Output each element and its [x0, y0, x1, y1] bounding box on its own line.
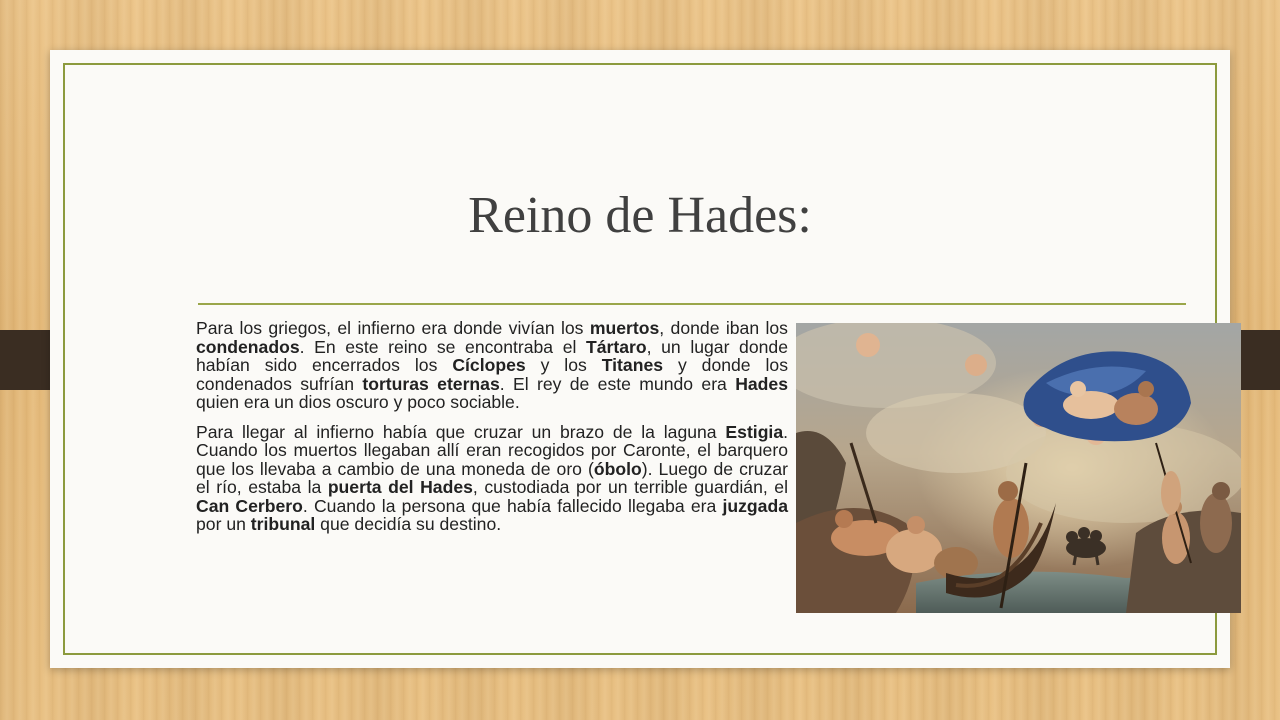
emphasized-term: Tártaro	[586, 336, 647, 357]
text-run: que decidía su destino.	[315, 514, 502, 534]
emphasized-term: puerta del Hades	[327, 477, 473, 497]
slide-body-text	[196, 319, 788, 545]
text-run: Para los griegos, el infierno era donde vivían los	[196, 318, 590, 338]
text-run: Para llegar al infierno había que cruzar un brazo de la laguna	[196, 421, 726, 442]
text-run: , donde iban los	[659, 318, 788, 338]
emphasized-term: torturas eternas	[362, 373, 500, 394]
emphasized-term: Hades	[735, 373, 788, 394]
text-run: . Cuando los muertos llegaban allí eran recogidos por Caronte, el barquero que los llevaba a cambio de una moneda de oro (	[196, 421, 788, 479]
text-run: por un	[196, 514, 251, 534]
hades-painting-image	[796, 323, 1241, 613]
title-underline	[198, 303, 1186, 305]
emphasized-term: condenados	[196, 336, 300, 357]
painting-illustration	[796, 323, 1241, 613]
paragraph-1	[196, 319, 788, 412]
text-run: , un lugar donde habían sido encerrados los	[196, 336, 788, 375]
emphasized-term: Estigia	[725, 421, 784, 442]
text-run: . Cuando la persona que había fallecido llegaba era	[302, 495, 723, 516]
text-run: ). Luego de cruzar el río, estaba la	[196, 458, 788, 497]
emphasized-term: Can Cerbero	[196, 495, 303, 516]
emphasized-term: Cíclopes	[452, 355, 526, 375]
text-run: . En este reino se encontraba el	[299, 336, 587, 357]
emphasized-term: óbolo	[593, 458, 642, 479]
paragraph-2	[196, 423, 788, 534]
slide-card	[50, 50, 1230, 668]
text-run: y los	[525, 355, 602, 375]
text-run: y donde los condenados sufrían	[196, 355, 789, 394]
emphasized-term: juzgada	[722, 495, 788, 516]
text-run: , custodiada por un terrible guardián, el	[472, 477, 788, 497]
slide-title: Reino de Hades:	[468, 187, 812, 244]
text-run: quien era un dios oscuro y poco sociable.	[196, 392, 520, 412]
emphasized-term: Titanes	[601, 355, 664, 375]
text-run: . El rey de este mundo era	[499, 373, 736, 394]
emphasized-term: tribunal	[250, 514, 316, 534]
emphasized-term: muertos	[589, 318, 660, 338]
